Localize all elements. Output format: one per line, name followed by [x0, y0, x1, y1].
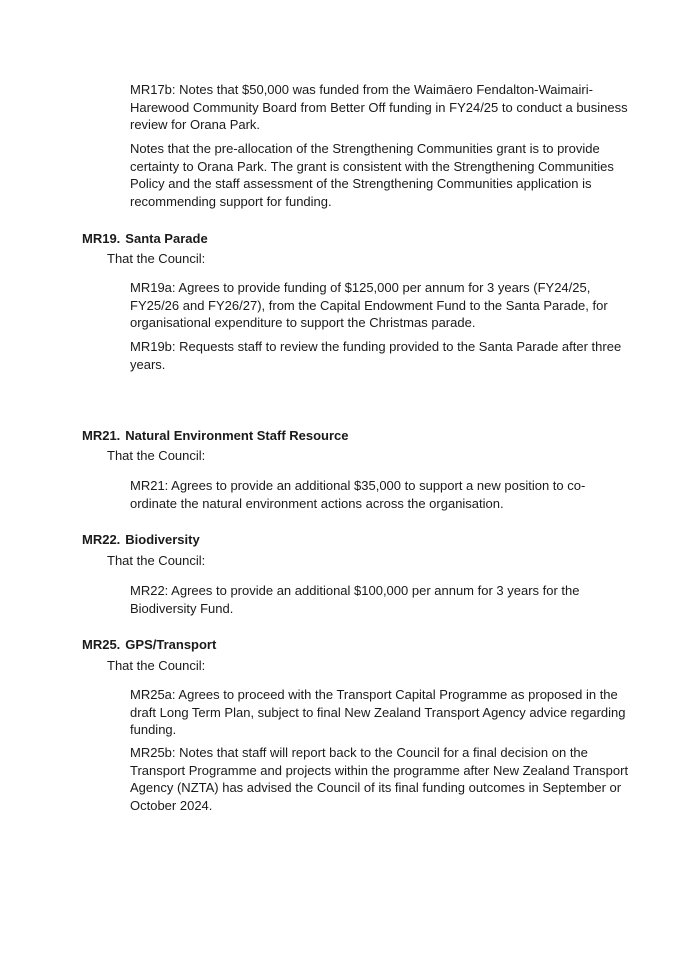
mr17-note-paragraph: Notes that the pre-allocation of the Strengthening Communities grant is to provide certainty to Orana Park. The grant is consistent with the Strengthening Communities Policy and the staff assessment of the Strengthening Communities application is recommending support for funding. — [130, 141, 614, 209]
mr22-heading — [82, 531, 200, 548]
mr25-intro: That the Council: — [107, 658, 206, 673]
mr17b-paragraph: MR17b: Notes that $50,000 was funded from the Waimāero Fendalton-Waimairi-Harewood Community Board from Better Off funding in FY24/25 to conduct a business review for Orana Park. — [130, 82, 628, 132]
mr19-number: MR19. — [82, 231, 121, 246]
mr22-paragraph: MR22: Agrees to provide an additional $100,000 per annum for 3 years for the Biodiversity Fund. — [130, 583, 580, 616]
mr21-title: Natural Environment Staff Resource — [125, 428, 349, 443]
mr25-title: GPS/Transport — [125, 637, 217, 652]
mr19-title: Santa Parade — [125, 231, 208, 246]
mr21-number: MR21. — [82, 428, 121, 443]
mr25b-paragraph: MR25b: Notes that staff will report back to the Council for a final decision on the Transport Programme and projects within the programme after New Zealand Transport Agency (NZTA) has advised the Council of its final funding outcomes in September or October 2024. — [130, 745, 629, 813]
mr19-heading — [82, 230, 208, 247]
mr19b-paragraph: MR19b: Requests staff to review the funding provided to the Santa Parade after three years. — [130, 339, 622, 372]
mr25-heading — [82, 636, 216, 653]
mr22-intro: That the Council: — [107, 553, 206, 568]
mr19a-paragraph: MR19a: Agrees to provide funding of $125,000 per annum for 3 years (FY24/25, FY25/26 and FY26/27), from the Capital Endowment Fund to the Santa Parade, for organisational expenditure to support the Christmas parade. — [130, 280, 608, 330]
mr19-intro: That the Council: — [107, 251, 206, 266]
mr25a-paragraph: MR25a: Agrees to proceed with the Transport Capital Programme as proposed in the draft Long Term Plan, subject to final New Zealand Transport Agency advice regarding funding. — [130, 687, 626, 737]
mr22-number: MR22. — [82, 532, 121, 547]
mr25-number: MR25. — [82, 637, 121, 652]
mr21-paragraph: MR21: Agrees to provide an additional $35,000 to support a new position to co-ordinate the natural environment actions across the organisation. — [130, 478, 586, 511]
mr22-title: Biodiversity — [125, 532, 200, 547]
mr21-intro: That the Council: — [107, 448, 206, 463]
mr21-heading — [82, 427, 349, 444]
